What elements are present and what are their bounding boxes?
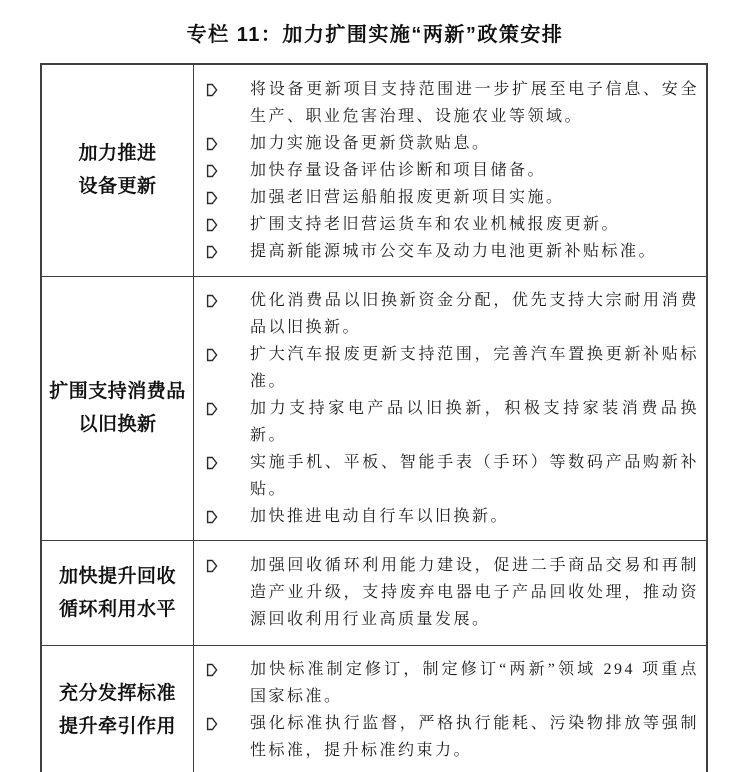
policy-item (206, 449, 699, 503)
category-cell (41, 276, 194, 540)
policy-item (206, 656, 699, 710)
policy-item (206, 157, 699, 184)
table-row (41, 540, 707, 645)
table-row (41, 276, 707, 540)
arrow-right-outline-icon (206, 395, 250, 416)
policy-item-text: 优化消费品以旧换新资金分配，优先支持大宗耐用消费品以旧换新。 (250, 291, 699, 336)
arrow-right-outline-icon (206, 710, 250, 731)
items-cell (194, 645, 708, 772)
policy-item (206, 503, 699, 530)
arrow-right-outline-icon (206, 341, 250, 362)
category-label: 以旧换新 (78, 414, 157, 435)
arrow-right-outline-icon (206, 184, 250, 205)
policy-item (206, 341, 699, 395)
policy-item-text: 提高新能源城市公交车及动力电池更新补贴标准。 (250, 242, 658, 260)
policy-item-text: 加快存量设备评估诊断和项目储备。 (250, 161, 547, 179)
category-label: 提升牵引作用 (58, 715, 176, 737)
policy-item (206, 552, 699, 633)
category-cell (41, 540, 194, 645)
policy-item (206, 238, 699, 265)
policy-item (206, 76, 699, 130)
policy-item (206, 130, 699, 157)
arrow-right-outline-icon (206, 130, 250, 151)
category-label: 加快提升回收 (58, 565, 176, 587)
policy-item (206, 395, 699, 449)
policy-table (40, 63, 708, 772)
items-cell (194, 64, 708, 276)
category-label: 循环利用水平 (58, 598, 176, 620)
category-label: 加力推进 (78, 143, 157, 165)
items-cell (194, 276, 708, 540)
arrow-right-outline-icon (206, 503, 250, 524)
policy-item-text: 扩围支持老旧营运货车和农业机械报废更新。 (250, 215, 621, 233)
arrow-right-outline-icon (206, 76, 250, 97)
arrow-right-outline-icon (206, 211, 250, 232)
category-label: 扩围支持消费品 (49, 381, 186, 402)
category-cell (41, 64, 194, 276)
category-cell (41, 645, 194, 772)
arrow-right-outline-icon (206, 157, 250, 178)
policy-item-text: 加强老旧营运船舶报废更新项目实施。 (250, 188, 565, 206)
policy-item-text: 扩大汽车报废更新支持范围，完善汽车置换更新补贴标准。 (250, 345, 699, 390)
arrow-right-outline-icon (206, 287, 250, 308)
policy-table-body (41, 64, 707, 772)
policy-item (206, 710, 699, 764)
table-row (41, 64, 707, 276)
arrow-right-outline-icon (206, 656, 250, 677)
page-title: 专栏 11：加力扩围实施“两新”政策安排 (186, 24, 564, 46)
policy-item-text: 加快标准制定修订，制定修订“两新”领域 294 项重点国家标准。 (250, 660, 699, 705)
policy-item-text: 强化标准执行监督，严格执行能耗、污染物排放等强制性标准，提升标准约束力。 (250, 714, 699, 759)
policy-item (206, 184, 699, 211)
arrow-right-outline-icon (206, 449, 250, 470)
policy-item (206, 287, 699, 341)
arrow-right-outline-icon (206, 552, 250, 573)
table-row (41, 645, 707, 772)
policy-item-text: 加快推进电动自行车以旧换新。 (250, 507, 510, 525)
category-label: 设备更新 (78, 176, 157, 198)
policy-item-text: 加力实施设备更新贷款贴息。 (250, 134, 491, 152)
category-label: 充分发挥标准 (58, 682, 176, 704)
policy-item-text: 加强回收循环利用能力建设，促进二手商品交易和再制造产业升级，支持废弃电器电子产品回收处理，推动资源回收利用行业高质量发展。 (250, 557, 699, 628)
items-cell (194, 540, 708, 645)
policy-item-text: 实施手机、平板、智能手表（手环）等数码产品购新补贴。 (250, 453, 699, 498)
policy-item-text: 加力支持家电产品以旧换新，积极支持家装消费品换新。 (250, 399, 699, 444)
policy-item-text: 将设备更新项目支持范围进一步扩展至电子信息、安全生产、职业危害治理、设施农业等领域。 (250, 80, 699, 125)
policy-item (206, 211, 699, 238)
arrow-right-outline-icon (206, 238, 250, 259)
